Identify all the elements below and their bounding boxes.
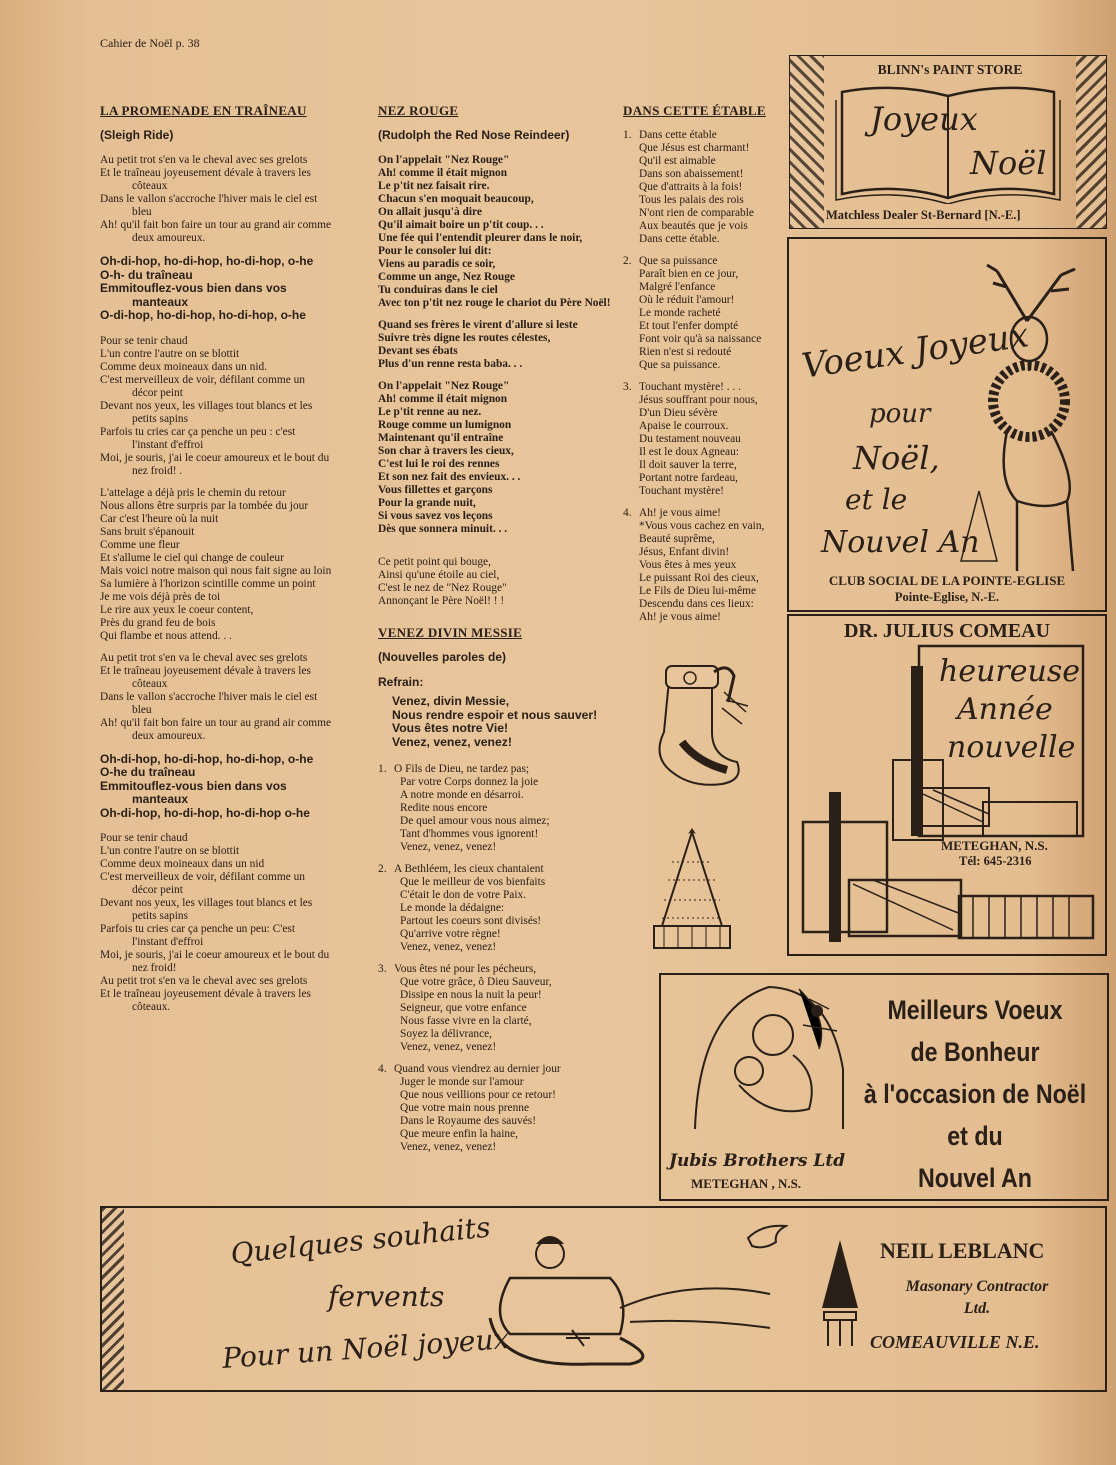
stanza-lines: [639, 255, 761, 372]
text-line: Avec ton p'tit nez rouge le chariot du Père Noël!: [378, 297, 611, 309]
text-line: Dès que sonnera minuit. . .: [378, 523, 508, 535]
promenade-verse-2: [100, 335, 332, 478]
stanza-number: 1.: [623, 129, 632, 141]
stanza-number: 4.: [378, 1063, 387, 1075]
promenade-column: [100, 104, 332, 1023]
stanza-number: 3.: [623, 381, 632, 393]
text-line: Comme un ange, Nez Rouge: [378, 271, 515, 283]
sleigh-icon: [470, 1218, 790, 1378]
stanza-number: 3.: [378, 963, 387, 975]
text-line: Et son nez fait des envieux. . .: [378, 471, 521, 483]
blinn-script-joyeux: Joyeux: [870, 100, 978, 138]
text-line: De quel amour vous nous aimez;: [400, 815, 550, 827]
christmas-tree-icon: [648, 822, 736, 950]
leblanc-line-2: Ltd.: [963, 1300, 991, 1317]
club-script-line-5: Nouvel An: [821, 525, 980, 560]
christmas-tree-icon: [818, 1238, 862, 1350]
text-line: Qu'il aimait boire un p'tit coup. . .: [378, 219, 544, 231]
leblanc-ad: [100, 1206, 1107, 1392]
text-line: Ah! comme il était mignon: [378, 393, 508, 405]
stanza-number: 1.: [378, 763, 387, 775]
blinn-script-noel: Noël: [970, 144, 1047, 182]
text-line: Annonçant le Père Noël! ! !: [378, 595, 505, 607]
club-script-line-4: et le: [845, 483, 908, 516]
text-line: Que Jésus est charmant!: [639, 142, 750, 154]
text-line: Ah! je vous aime!: [639, 507, 721, 519]
text-line: Redite nous encore: [400, 802, 488, 814]
club-social-ad: [787, 237, 1107, 612]
text-line: Apaise le courroux.: [639, 420, 729, 432]
text-line: Où le réduit l'amour!: [639, 294, 735, 306]
text-line: Vous êtes à mes yeux: [639, 559, 737, 571]
text-line: *Vous vous cachez en vain,: [639, 520, 765, 532]
text-line: On l'appelait "Nez Rouge": [378, 154, 510, 166]
text-line: Nous fasse vivre en la clarté,: [400, 1015, 532, 1027]
ornament-border-left: [102, 1208, 124, 1390]
text-line: Vous êtes né pour les pécheurs,: [394, 963, 537, 975]
text-line: Nous rendre espoir et nous sauver!: [392, 707, 598, 722]
text-line: L'attelage a déjà pris le chemin du retour: [100, 486, 286, 499]
text-line: L'un contre l'autre on se blottit: [100, 845, 240, 857]
text-line: Parfois tu cries car ça penche un peu : c'est l'instant d'effroi: [100, 425, 296, 451]
jubis-greeting-line: à l'occasion de Noël: [863, 1079, 1087, 1109]
text-line: C'est lui le roi des rennes: [378, 458, 500, 470]
text-line: Car c'est l'heure où la nuit: [100, 512, 219, 525]
nezrouge-subtitle: (Rudolph the Red Nose Reindeer): [378, 128, 570, 142]
text-line: Venez, venez, venez!: [400, 841, 497, 853]
text-line: O-he du traîneau: [100, 765, 196, 779]
leblanc-name: NEIL LEBLANC: [880, 1238, 1045, 1263]
stanza-number: 2.: [623, 255, 632, 267]
text-line: Devant nos yeux, les villages tout blancs et les petits sapins: [100, 399, 313, 425]
text-line: Comme une fleur: [100, 538, 180, 551]
text-line: Qui flambe et nous attend. . .: [100, 629, 232, 642]
etable-title: DANS CETTE ÉTABLE: [623, 103, 766, 118]
text-line: Du testament nouveau: [639, 433, 741, 445]
comeau-script-line-1: heureuse: [939, 654, 1080, 689]
text-line: Pour le consoler lui dit:: [378, 245, 492, 257]
text-line: Dans cette étable.: [639, 233, 720, 245]
comeau-name: DR. JULIUS COMEAU: [843, 620, 1051, 642]
messie-refrain-label: Refrain:: [378, 675, 424, 689]
text-line: Sa lumière à l'horizon scintille comme un point: [100, 577, 316, 590]
stanza: [378, 763, 614, 854]
text-line: Paraît bien en ce jour,: [639, 268, 739, 280]
text-line: Venez, venez, venez!: [400, 1041, 497, 1053]
promenade-subtitle: (Sleigh Ride): [100, 128, 174, 142]
text-line: Son char à travers les cieux,: [378, 445, 514, 457]
text-line: C'est merveilleux de voir, défilant comme un décor peint: [100, 373, 305, 399]
nezrouge-verse-2: [378, 319, 614, 371]
jubis-greeting-line: Nouvel An: [918, 1163, 1032, 1193]
text-line: Seigneur, que votre enfance: [400, 1002, 527, 1014]
text-line: O-h- du traîneau: [100, 267, 193, 282]
leblanc-script-line-3: Pour un Noël joyeux: [221, 1322, 511, 1375]
text-line: Qu'arrive votre règne!: [400, 928, 501, 940]
text-line: Oh-di-hop, ho-di-hop, ho-di-hop, o-he: [100, 751, 314, 766]
nezrouge-column: [378, 104, 614, 1163]
text-line: Nous allons être surpris par la tombée du jour: [100, 499, 309, 512]
blinn-store-name: BLINN's PAINT STORE: [877, 62, 1023, 77]
stanza: [623, 129, 785, 246]
messie-subtitle: (Nouvelles paroles de): [378, 650, 507, 664]
text-line: Partout les coeurs sont divisés!: [400, 915, 542, 927]
text-line: Quand ses frères le virent d'allure si leste: [378, 319, 578, 331]
text-line: Le Fils de Dieu lui-même: [639, 585, 757, 597]
jubis-greeting-line: et du: [947, 1121, 1003, 1151]
stanza: [378, 1063, 614, 1154]
text-line: Juger le monde sur l'amour: [400, 1076, 524, 1088]
text-line: Que votre grâce, ô Dieu Sauveur,: [400, 976, 552, 988]
stanza: [623, 381, 785, 498]
text-line: Venez, venez, venez!: [392, 734, 512, 749]
text-line: Le monde racheté: [639, 307, 721, 319]
text-line: Que sa puissance: [639, 255, 718, 267]
text-line: Pour se tenir chaud: [100, 334, 188, 347]
stanza-number: 2.: [378, 863, 387, 875]
etable-column: [623, 104, 785, 633]
text-line: Dans le Royaume des sauvés!: [400, 1115, 537, 1127]
promenade-chorus-1: [100, 255, 332, 323]
stanza: [623, 255, 785, 372]
nezrouge-verse-3: [378, 380, 614, 536]
text-line: Moi, je souris, j'ai le coeur amoureux et le bout du nez froid! .: [100, 451, 330, 477]
text-line: Le p'tit renne au nez.: [378, 406, 482, 418]
text-line: Que le meilleur de vos bienfaits: [400, 876, 546, 888]
text-line: N'ont rien de comparable: [639, 207, 754, 219]
text-line: Si vous savez vos leçons: [378, 510, 493, 522]
text-line: Près du grand feu de bois: [100, 616, 216, 629]
gift-box-icon: [793, 644, 1101, 944]
nezrouge-verse-4: [378, 556, 614, 608]
text-line: Il est le doux Agneau:: [639, 446, 739, 458]
text-line: Dissipe en nous la nuit la peur!: [400, 989, 542, 1001]
stanza-number: 4.: [623, 507, 632, 519]
jubis-place: METEGHAN , N.S.: [691, 1176, 802, 1191]
text-line: Venez, divin Messie,: [392, 694, 510, 708]
text-line: Chacun s'en moquait beaucoup,: [378, 193, 534, 205]
messie-refrain: [378, 695, 614, 749]
ornament-border-left: [790, 56, 824, 228]
text-line: Emmitouflez-vous bien dans vos manteaux: [100, 281, 287, 309]
text-line: Touchant mystère! . . .: [639, 381, 742, 393]
jubis-name: Jubis Brothers Ltd: [669, 1151, 846, 1171]
text-line: C'est merveilleux de voir, défilant comme un décor peint: [100, 871, 305, 896]
text-line: Et s'allume le ciel qui change de couleur: [100, 551, 284, 564]
club-place: Pointe-Eglise, N.-E.: [894, 590, 1000, 604]
text-line: L'un contre l'autre on se blottit: [100, 347, 240, 360]
text-line: Et tout l'enfer dompté: [639, 320, 739, 332]
text-line: Ah! je vous aime!: [639, 611, 721, 623]
blinn-footer: Matchless Dealer St-Bernard [N.-E.]: [826, 208, 1021, 222]
text-line: Jésus souffrant pour nous,: [639, 394, 758, 406]
text-line: Descendu dans ces lieux:: [639, 598, 754, 610]
text-line: Tant d'hommes vous ignorent!: [400, 828, 539, 840]
stanza-lines: [639, 129, 754, 246]
leblanc-place: COMEAUVILLE N.E.: [870, 1332, 1040, 1352]
promenade-chorus-2: [100, 753, 332, 821]
text-line: Une fée qui l'entendit pleurer dans le noir,: [378, 232, 583, 244]
text-line: Au petit trot s'en va le cheval avec ses grelots: [100, 154, 308, 166]
text-line: Maintenant qu'il entraîne: [378, 432, 504, 444]
text-line: Devant ses ébats: [378, 345, 458, 357]
text-line: Emmitouflez-vous bien dans vos manteaux: [100, 778, 287, 806]
ornament-border-right: [1076, 56, 1106, 228]
text-line: Et le traîneau joyeusement dévale à travers les côteaux: [100, 664, 311, 690]
text-line: Rien n'est si redouté: [639, 346, 732, 358]
promenade-verse-1: [100, 154, 332, 245]
text-line: Oh-di-hop, ho-di-hop, ho-di-hop o-he: [100, 805, 310, 820]
text-line: Touchant mystère!: [639, 485, 724, 497]
stanza-lines: [639, 381, 758, 498]
text-line: Au petit trot s'en va le cheval avec ses grelots: [100, 651, 308, 664]
text-line: Et le traîneau joyeusement dévale à travers les côteaux.: [100, 988, 311, 1013]
text-line: Que nous veillions pour ce retour!: [400, 1089, 556, 1101]
jubis-greeting-line: Meilleurs Voeux: [887, 995, 1063, 1025]
stanza: [623, 507, 785, 624]
text-line: Quand vous viendrez au dernier jour: [394, 1063, 561, 1075]
text-line: Ce petit point qui bouge,: [378, 556, 491, 568]
stanza-lines: [639, 507, 764, 624]
text-line: Que votre main nous prenne: [400, 1102, 530, 1114]
promenade-title: LA PROMENADE EN TRAÎNEAU: [100, 103, 307, 118]
text-line: Devant nos yeux, les villages tout blancs et les petits sapins: [100, 897, 313, 922]
leblanc-script-line-2: fervents: [328, 1280, 445, 1313]
nezrouge-verse-1: [378, 154, 614, 310]
text-line: Parfois tu cries car ça penche un peu: C'est l'instant d'effroi: [100, 923, 295, 948]
comeau-script-line-3: nouvelle: [947, 730, 1076, 765]
mother-child-icon: [679, 979, 851, 1149]
text-line: Aux beautés que je vois: [639, 220, 748, 232]
promenade-verse-3: [100, 487, 332, 643]
text-line: Qu'il est aimable: [639, 155, 716, 167]
text-line: Beauté suprême,: [639, 533, 715, 545]
text-line: Rouge comme un lumignon: [378, 419, 512, 431]
stocking-icon: [642, 662, 750, 792]
text-line: On l'appelait "Nez Rouge": [378, 380, 510, 392]
text-line: Moi, je souris, j'ai le coeur amoureux et le bout du nez froid!: [100, 949, 330, 974]
stanza-lines: [394, 863, 545, 954]
text-line: Le p'tit nez faisait rire.: [378, 180, 490, 192]
text-line: D'un Dieu sévère: [639, 407, 718, 419]
text-line: Ainsi qu'une étoile au ciel,: [378, 569, 500, 581]
text-line: Comme deux moineaux dans un nid.: [100, 360, 268, 373]
text-line: Portant notre fardeau,: [639, 472, 738, 484]
jubis-ad: [659, 973, 1109, 1201]
text-line: Pour se tenir chaud: [100, 832, 188, 844]
text-line: Malgré l'enfance: [639, 281, 716, 293]
text-line: Vous fillettes et garçons: [378, 484, 493, 496]
text-line: Pour la grande nuit,: [378, 497, 476, 509]
text-line: Font voir qu'à sa naissance: [639, 333, 762, 345]
text-line: Ah! comme il était mignon: [378, 167, 508, 179]
comeau-ad: [787, 614, 1107, 956]
jubis-greeting-line: de Bonheur: [910, 1037, 1040, 1067]
text-line: O Fils de Dieu, ne tardez pas;: [394, 763, 530, 775]
messie-stanzas: [378, 763, 614, 1154]
stanza-lines: [394, 963, 552, 1054]
text-line: Dans son abaissement!: [639, 168, 744, 180]
promenade-verse-4: [100, 652, 332, 743]
promenade-verse-5: [100, 832, 332, 1014]
text-line: Dans cette étable: [639, 129, 717, 141]
text-line: Mais voici notre maison qui nous fait signe au loin: [100, 564, 332, 577]
etable-stanzas: [623, 129, 785, 624]
text-line: Ah! qu'il fait bon faire un tour au grand air comme deux amoureux.: [100, 716, 332, 742]
text-line: Le rire aux yeux le coeur content,: [100, 603, 254, 616]
comeau-tel: Tél: 645-2316: [959, 854, 1032, 868]
club-script-line-1: Voeux Joyeux: [799, 315, 1032, 387]
text-line: Tu conduiras dans le ciel: [378, 284, 498, 296]
stanza-lines: [394, 1063, 561, 1154]
text-line: Dans le vallon s'accroche l'hiver mais le ciel est bleu: [100, 193, 318, 218]
text-line: Jésus, Enfant divin!: [639, 546, 730, 558]
text-line: Que meure enfin la haine,: [400, 1128, 518, 1140]
text-line: Suivre très digne les routes célestes,: [378, 332, 551, 344]
leblanc-script-line-1: Quelques souhaits: [228, 1210, 492, 1271]
text-line: A Bethléem, les cieux chantaient: [394, 863, 544, 875]
text-line: Que d'attraits à la fois!: [639, 181, 743, 193]
text-line: A notre monde en désarroi.: [400, 789, 524, 801]
jubis-greeting: [865, 989, 1085, 1199]
dove-icon: [746, 1222, 788, 1252]
messie-title: VENEZ DIVIN MESSIE: [378, 625, 523, 640]
text-line: C'est le nez de "Nez Rouge": [378, 582, 507, 594]
text-line: Sans bruit s'épanouit: [100, 525, 195, 538]
text-line: Le puissant Roi des cieux,: [639, 572, 759, 584]
text-line: Vous êtes notre Vie!: [392, 721, 509, 735]
comeau-place: METEGHAN, N.S.: [941, 838, 1048, 853]
reindeer-icon: [957, 261, 1103, 579]
text-line: Viens au paradis ce soir,: [378, 258, 496, 270]
blinn-ad: [789, 55, 1107, 229]
text-line: C'était le don de votre Paix.: [400, 889, 527, 901]
stanza-lines: [394, 763, 550, 854]
text-line: Je me vois déjà près de toi: [100, 590, 221, 603]
text-line: Ah! qu'il fait bon faire un tour au grand air comme deux amoureux.: [100, 219, 332, 244]
text-line: Venez, venez, venez!: [400, 1141, 497, 1153]
comeau-script-line-2: Année: [957, 692, 1053, 727]
text-line: Il doit sauver la terre,: [639, 459, 737, 471]
text-line: Au petit trot s'en va le cheval avec ses grelots: [100, 975, 308, 987]
stanza: [378, 963, 614, 1054]
club-script-line-3: Noël,: [853, 439, 940, 477]
text-line: Dans le vallon s'accroche l'hiver mais le ciel est bleu: [100, 690, 318, 716]
club-script-line-2: pour: [869, 399, 931, 429]
text-line: O-di-hop, ho-di-hop, ho-di-hop, o-he: [100, 308, 306, 322]
text-line: Comme deux moineaux dans un nid: [100, 858, 265, 870]
text-line: Tous les palais des rois: [639, 194, 744, 206]
leblanc-line-1: Masonary Contractor: [905, 1278, 1049, 1295]
text-line: Plus d'un renne resta baba. . .: [378, 358, 523, 370]
text-line: Soyez la délivrance,: [400, 1028, 493, 1040]
text-line: Le monde la dédaigne:: [400, 902, 505, 914]
text-line: On allait jusqu'à dire: [378, 206, 482, 218]
text-line: Que sa puissance.: [639, 359, 721, 371]
club-name: CLUB SOCIAL DE LA POINTE-EGLISE: [828, 573, 1066, 588]
stanza: [378, 863, 614, 954]
text-line: Venez, venez, venez!: [400, 941, 497, 953]
text-line: Par votre Corps donnez la joie: [400, 776, 539, 788]
text-line: Et le traîneau joyeusement dévale à travers les côteaux: [100, 167, 311, 192]
text-line: Oh-di-hop, ho-di-hop, ho-di-hop, o-he: [100, 254, 314, 268]
nezrouge-title: NEZ ROUGE: [378, 103, 459, 118]
page-header: Cahier de Noël p. 38: [100, 36, 200, 50]
